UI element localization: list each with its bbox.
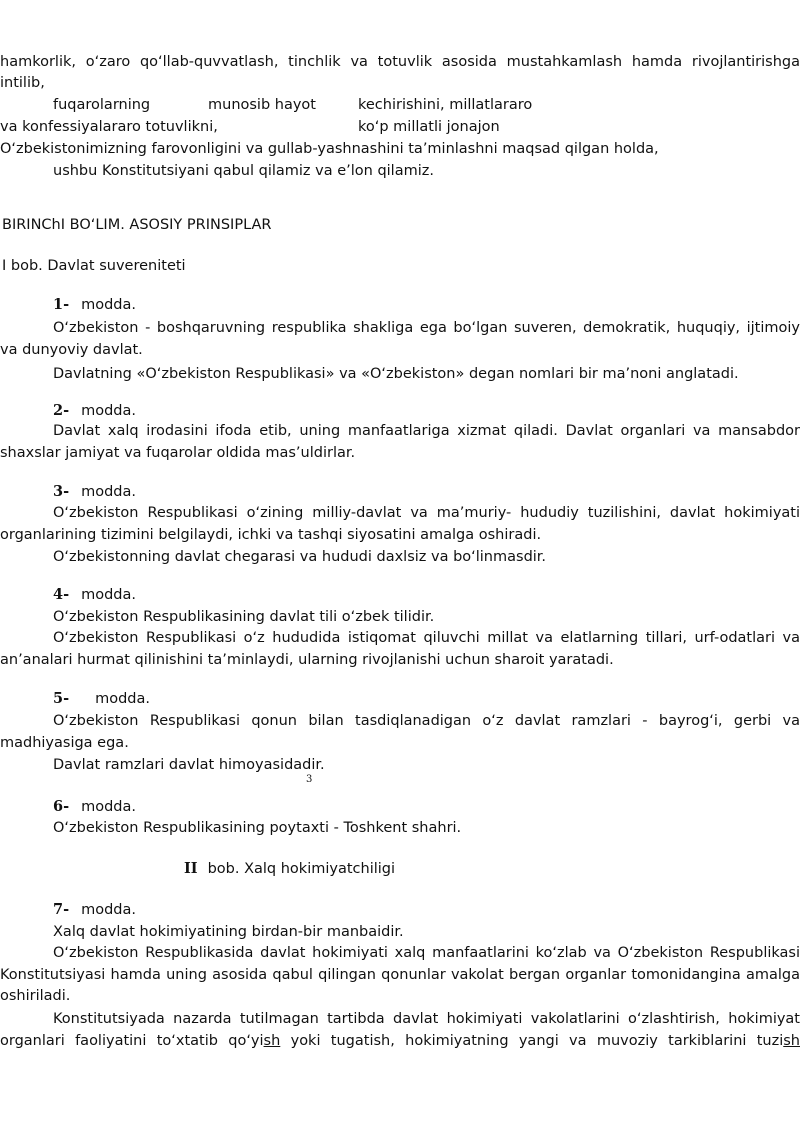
preamble-text: hamkorlik, o‘zaro qo‘llab-quvvatlash, tinchlik va totuvlik asosida mustahkamlash hamda rivojlantirishga	[0, 54, 800, 70]
article-paragraph: Davlatning «O‘zbekiston Respublikasi» va «O‘zbekiston» degan nomlari bir ma’noni anglatadi.	[53, 366, 739, 382]
article-paragraph: Davlat ramzlari davlat himoyasidadir.	[53, 757, 325, 773]
page-number: 3	[306, 774, 313, 785]
article-paragraph: O‘zbekiston Respublikasi qonun bilan tasdiqlanadigan o‘z davlat ramzlari - bayrog‘i, gerbi va madhiyasiga ega.	[0, 713, 800, 751]
article-paragraph: O‘zbekiston Respublikasida davlat hokimiyati xalq manfaatlarini ko‘zlab va O‘zbekiston Respublikasi Konstitutsiyasi hamda uning asosida qabul qilingan qonunlar vakolat bergan organlar tomonidangina amalga oshiriladi.	[0, 945, 800, 1004]
article-paragraph: Konstitutsiyada nazarda tutilmagan tartibda davlat hokimiyati vakolatlarini o‘zlashtirish, hokimiyat	[53, 1011, 800, 1027]
preamble-line: ushbu Konstitutsiyani qabul qilamiz va e’lon qilamiz.	[53, 163, 434, 179]
article-paragraph: O‘zbekiston Respublikasi o‘zining milliy-davlat va ma’muriy- hududiy tuzilishini, davlat hokimiyati organlarining tizimini belgilaydi, ichki va tashqi siyosatini amalga oshiradi.	[0, 505, 800, 543]
article-heading: 6- modda.	[53, 798, 137, 815]
article-heading: 7- modda.	[53, 901, 137, 918]
preamble-line	[0, 52, 800, 72]
article-heading: 1- modda.	[53, 296, 137, 313]
article-paragraph: O‘zbekistonning davlat chegarasi va hududi daxlsiz va bo‘linmasdir.	[53, 549, 547, 565]
preamble-line: intilib,	[0, 75, 45, 91]
chapter-title: I bob. Davlat suvereniteti	[2, 258, 186, 274]
preamble-line: O‘zbekistonimizning farovonligini va gullab-yashnashini ta’minlashni maqsad qilgan holda,	[0, 141, 659, 157]
chapter-title: II bob. Xalq hokimiyatchiligi	[184, 860, 396, 877]
article-paragraph: O‘zbekiston - boshqaruvning respublika shakliga ega bo‘lgan suveren, demokratik, huquqiy, ijtimoiy va dunyoviy davlat.	[0, 320, 800, 358]
article-paragraph: O‘zbekiston Respublikasining davlat tili o‘zbek tilidir.	[53, 609, 435, 625]
section-title: BIRINChI BO‘LIM. ASOSIY PRINSIPLAR	[2, 217, 272, 233]
article-heading: 4- modda.	[53, 586, 137, 603]
article-paragraph: organlari faoliyatini to‘xtatib qo‘yish yoki tugatish, hokimiyatning yangi va muvoziy tarkiblarini tuzish	[0, 1033, 800, 1049]
article-paragraph: O‘zbekiston Respublikasi o‘z hududida istiqomat qiluvchi millat va elatlarning tillari, urf-odatlari va an’analari hurmat qilinishini ta’minlaydi, ularning rivojlanishi uchun sharoit yaratadi.	[0, 630, 800, 668]
article-paragraph: Xalq davlat hokimiyatining birdan-bir manbaidir.	[53, 924, 404, 940]
preamble-line: va konfessiyalararo totuvlikni, ko‘p millatli jonajon	[0, 119, 500, 135]
article-paragraph: Davlat xalq irodasini ifoda etib, uning manfaatlariga xizmat qiladi. Davlat organlari va mansabdor shaxslar jamiyat va fuqarolar oldida mas’uldirlar.	[0, 423, 800, 461]
article-heading: 5- modda.	[53, 690, 151, 707]
article-heading: 3- modda.	[53, 483, 137, 500]
preamble-line: fuqarolarning munosib hayot kechirishini, millatlararo	[53, 97, 533, 113]
article-paragraph: O‘zbekiston Respublikasining poytaxti - Toshkent shahri.	[53, 820, 462, 836]
article-heading: 2- modda.	[53, 402, 137, 419]
